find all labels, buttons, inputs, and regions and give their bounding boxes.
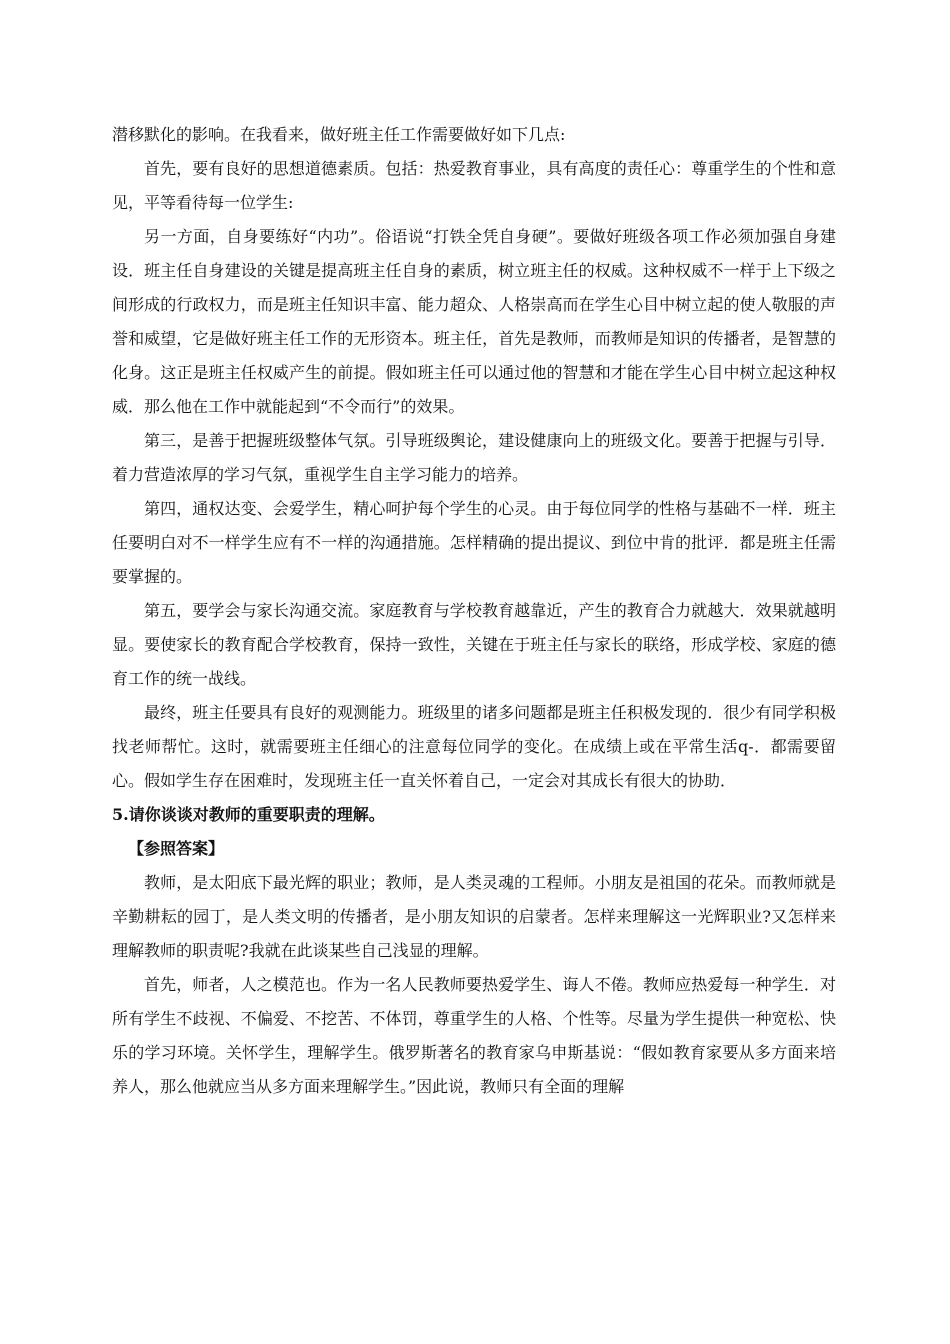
paragraph-final-point: 最终，班主任要具有良好的观测能力。班级里的诸多问题都是班主任积极发现的．很少有同学积极找老师帮忙。这时，就需要班主任细心的注意每位同学的变化。在成绩上或在平常生活q-．都需要留心。假如学生存在困难时，发现班主任一直关怀着自己，一定会对其成长有很大的协助． bbox=[112, 703, 836, 790]
answer-paragraph: 教师，是太阳底下最光辉的职业；教师，是人类灵魂的工程师。小朋友是祖国的花朵。而教师就是辛勤耕耘的园丁，是人类文明的传播者，是小朋友知识的启蒙者。怎样来理解这一光辉职业?又怎样来理解教师的职责呢?我就在此谈某些自己浅显的理解。 bbox=[112, 873, 836, 960]
question-heading: 5.请你谈谈对教师的重要职责的理解。 bbox=[112, 805, 385, 824]
document-body bbox=[112, 118, 836, 1104]
paragraph-fourth-point: 第四，通权达变、会爱学生，精心呵护每个学生的心灵。由于每位同学的性格与基础不一样．班主任要明白对不一样学生应有不一样的沟通措施。怎样精确的提出提议、到位中肯的批评．都是班主任需要掌握的。 bbox=[112, 499, 836, 586]
paragraph-intro: 潜移默化的影响。在我看来，做好班主任工作需要做好如下几点: bbox=[112, 125, 566, 144]
answer-label: 【参照答案】 bbox=[128, 839, 225, 858]
paragraph-first-point: 首先，要有良好的思想道德素质。包括：热爱教育事业，具有高度的责任心：尊重学生的个性和意见，平等看待每一位学生: bbox=[112, 159, 836, 212]
answer-paragraph: 首先，师者，人之模范也。作为一名人民教师要热爱学生、诲人不倦。教师应热爱每一种学生．对所有学生不歧视、不偏爱、不挖苦、不体罚，尊重学生的人格、个性等。尽量为学生提供一种宽松、快乐的学习环境。关怀学生，理解学生。俄罗斯著名的教育家乌申斯基说：“假如教育家要从多方面来培养人，那么他就应当从多方面来理解学生。”因此说，教师只有全面的理解 bbox=[112, 975, 836, 1096]
paragraph-fifth-point: 第五，要学会与家长沟通交流。家庭教育与学校教育越靠近，产生的教育合力就越大．效果就越明显。要使家长的教育配合学校教育，保持一致性，关键在于班主任与家长的联络，形成学校、家庭的德育工作的统一战线。 bbox=[112, 601, 836, 688]
paragraph-third-point: 第三，是善于把握班级整体气氛。引导班级舆论，建设健康向上的班级文化。要善于把握与引导．着力营造浓厚的学习气氛，重视学生自主学习能力的培养。 bbox=[112, 431, 836, 484]
paragraph-second-point: 另一方面，自身要练好“内功”。俗语说“打铁全凭自身硬”。要做好班级各项工作必须加强自身建设．班主任自身建设的关键是提高班主任自身的素质，树立班主任的权威。这种权威不一样于上下级之间形成的行政权力，而是班主任知识丰富、能力超众、人格崇高而在学生心目中树立起的使人敬服的声誉和威望，它是做好班主任工作的无形资本。班主任，首先是教师，而教师是知识的传播者，是智慧的化身。这正是班主任权威产生的前提。假如班主任可以通过他的智慧和才能在学生心目中树立起这种权威．那么他在工作中就能起到“不令而行”的效果。 bbox=[112, 227, 836, 416]
